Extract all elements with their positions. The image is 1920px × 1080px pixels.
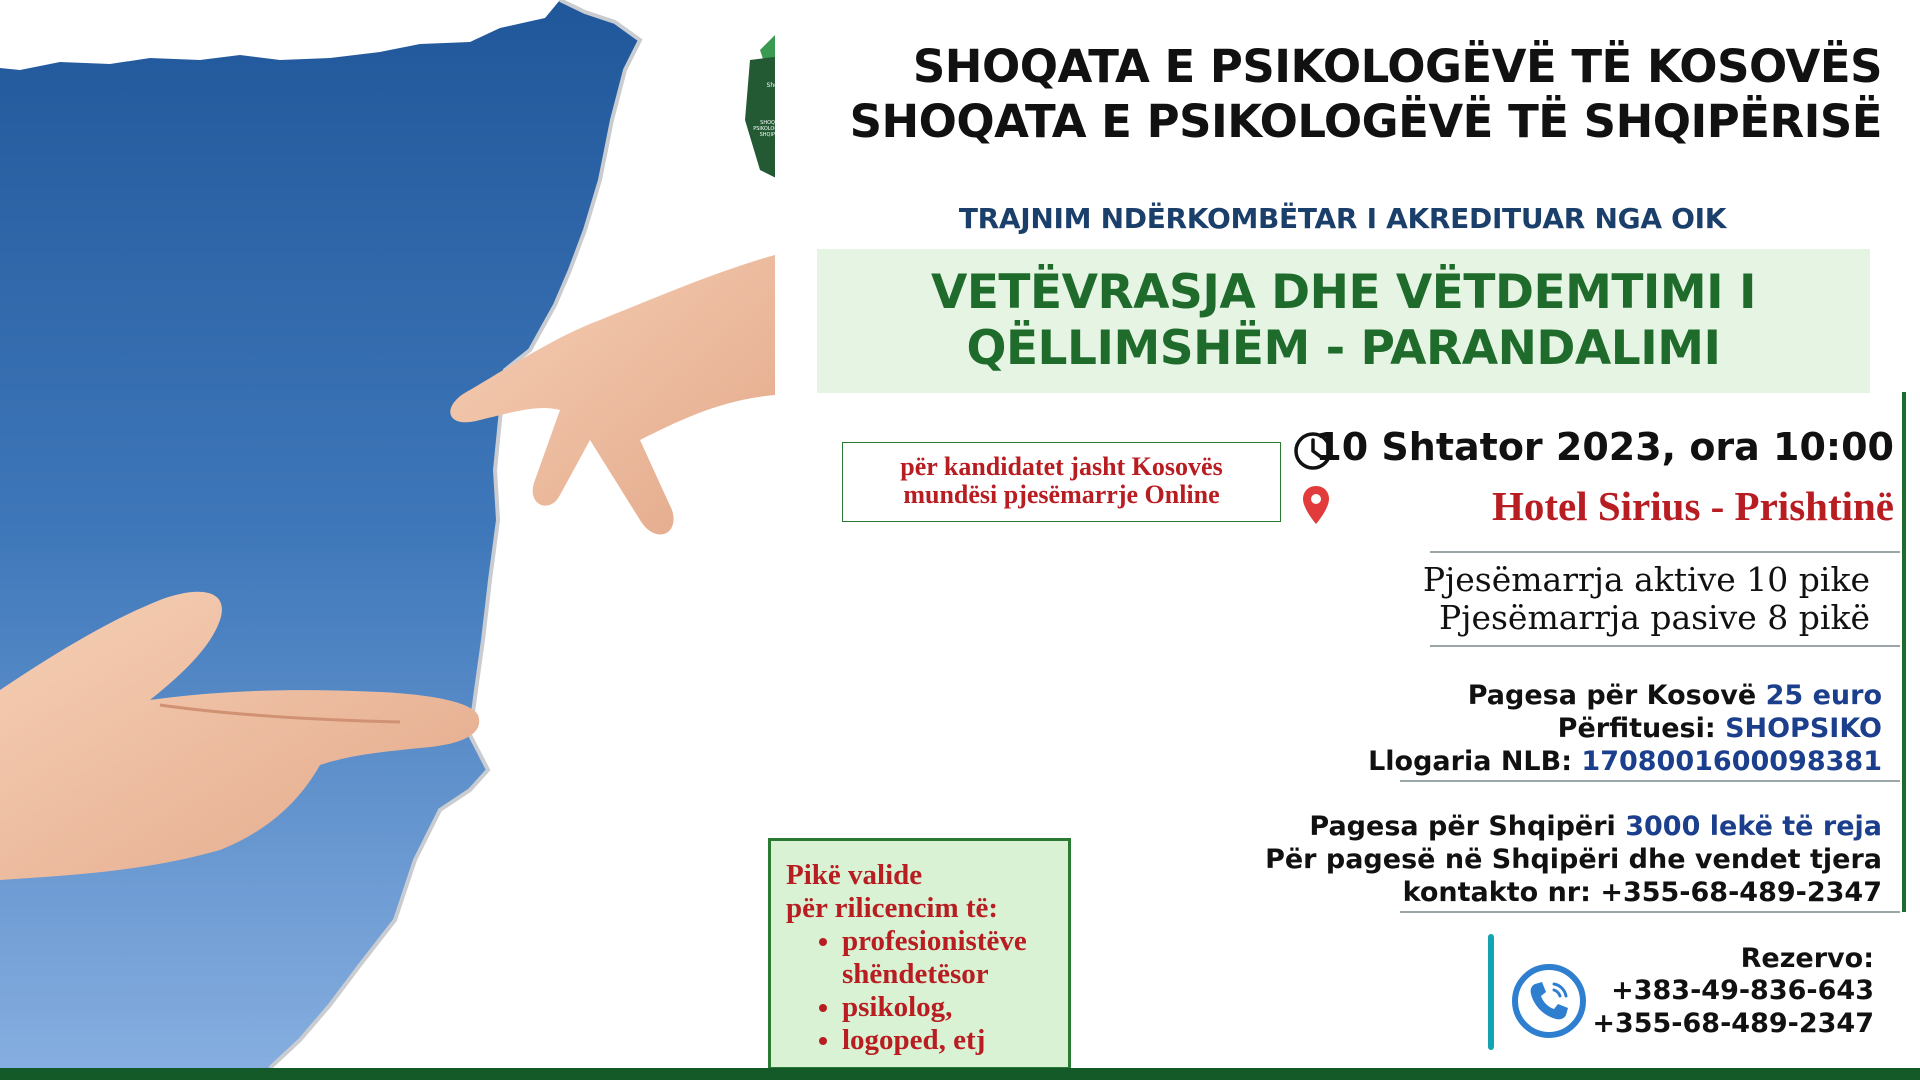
org-kosovo-heading: SHOQATA E PSIKOLOGËVË TË KOSOVËS	[912, 40, 1882, 93]
training-title	[817, 265, 1870, 377]
right-accent-line	[1902, 392, 1906, 912]
active-points: Pjesëmarrja aktive 10 pike	[1422, 560, 1870, 599]
payment-albania-note: Për pagesë në Shqipëri dhe vendet tjera	[1265, 844, 1882, 875]
reserve-label: Rezervo:	[1740, 943, 1874, 974]
online-note-line-2: mundësi pjesëmarrje Online	[903, 480, 1220, 509]
divider	[1430, 645, 1900, 647]
bottom-bar	[0, 1068, 1920, 1080]
bank-account-number: 1708001600098381	[1581, 746, 1882, 777]
logo-text-top: SHOQATA E PSIKOLOGËVË TË KOSOVËS "INTEGRITY"	[814, 40, 857, 64]
divider	[1430, 551, 1900, 553]
passive-points: Pjesëmarrja pasive 8 pikë	[1439, 598, 1870, 637]
bank-account-label: Llogaria NLB:	[1368, 746, 1582, 777]
reserve-phone-kosovo: +383-49-836-643	[1611, 975, 1874, 1006]
payment-kosovo	[1468, 680, 1882, 711]
reserve-accent-bar	[1488, 934, 1494, 1050]
payment-albania	[1309, 811, 1882, 842]
list-item: • profesionistëve shëndetësor	[842, 925, 1068, 991]
beneficiary-label: Përfituesi:	[1557, 713, 1726, 744]
valid-points-box	[768, 838, 1071, 1070]
divider	[1400, 780, 1900, 782]
hands-photo	[0, 0, 775, 1068]
valid-points-line-1: Pikë valide	[786, 859, 923, 891]
valid-points-list	[786, 925, 1068, 1057]
accreditation-subtitle: TRAJNIM NDËRKOMBËTAR I AKREDITUAR NGA OIK	[958, 202, 1727, 235]
valid-points-line-2: për rilicencim të:	[786, 892, 999, 924]
event-location: Hotel Sirius - Prishtinë	[1491, 483, 1894, 529]
org-albania-heading: SHOQATA E PSIKOLOGËVË TË SHQIPËRISË	[849, 95, 1882, 148]
logo-text-bottom: SHOQATA E PSIKOLOGËVË TË SHQIPËRISË	[753, 120, 796, 138]
online-note-line-1: për kandidatet jasht Kosovës	[900, 452, 1223, 481]
online-participation-note	[842, 442, 1281, 522]
logo-text-mid: ShoPsiKo	[766, 82, 794, 89]
payment-kosovo-label: Pagesa për Kosovë	[1467, 680, 1766, 711]
reserve-phone-albania: +355-68-489-2347	[1592, 1008, 1874, 1039]
list-item: • logoped, etj	[842, 1024, 1068, 1057]
phone-icon	[1510, 962, 1588, 1044]
list-item: • psikolog,	[842, 991, 1068, 1024]
payment-albania-contact: kontakto nr: +355-68-489-2347	[1402, 877, 1882, 908]
payment-kosovo-amount: 25 euro	[1765, 680, 1882, 711]
payment-albania-label: Pagesa për Shqipëri	[1309, 811, 1626, 842]
title-line-2: QËLLIMSHËM - PARANDALIMI	[966, 321, 1721, 376]
bank-account	[1368, 746, 1882, 777]
beneficiary-value: SHOPSIKO	[1725, 713, 1882, 744]
location-pin-icon	[1302, 484, 1330, 530]
payment-albania-amount: 3000 lekë të reja	[1625, 811, 1882, 842]
title-line-1: VETËVRASJA DHE VËTDEMTIMI I	[930, 265, 1757, 320]
beneficiary	[1558, 713, 1882, 744]
divider	[1400, 911, 1900, 913]
event-date: 10 Shtator 2023, ora 10:00	[1315, 425, 1894, 469]
